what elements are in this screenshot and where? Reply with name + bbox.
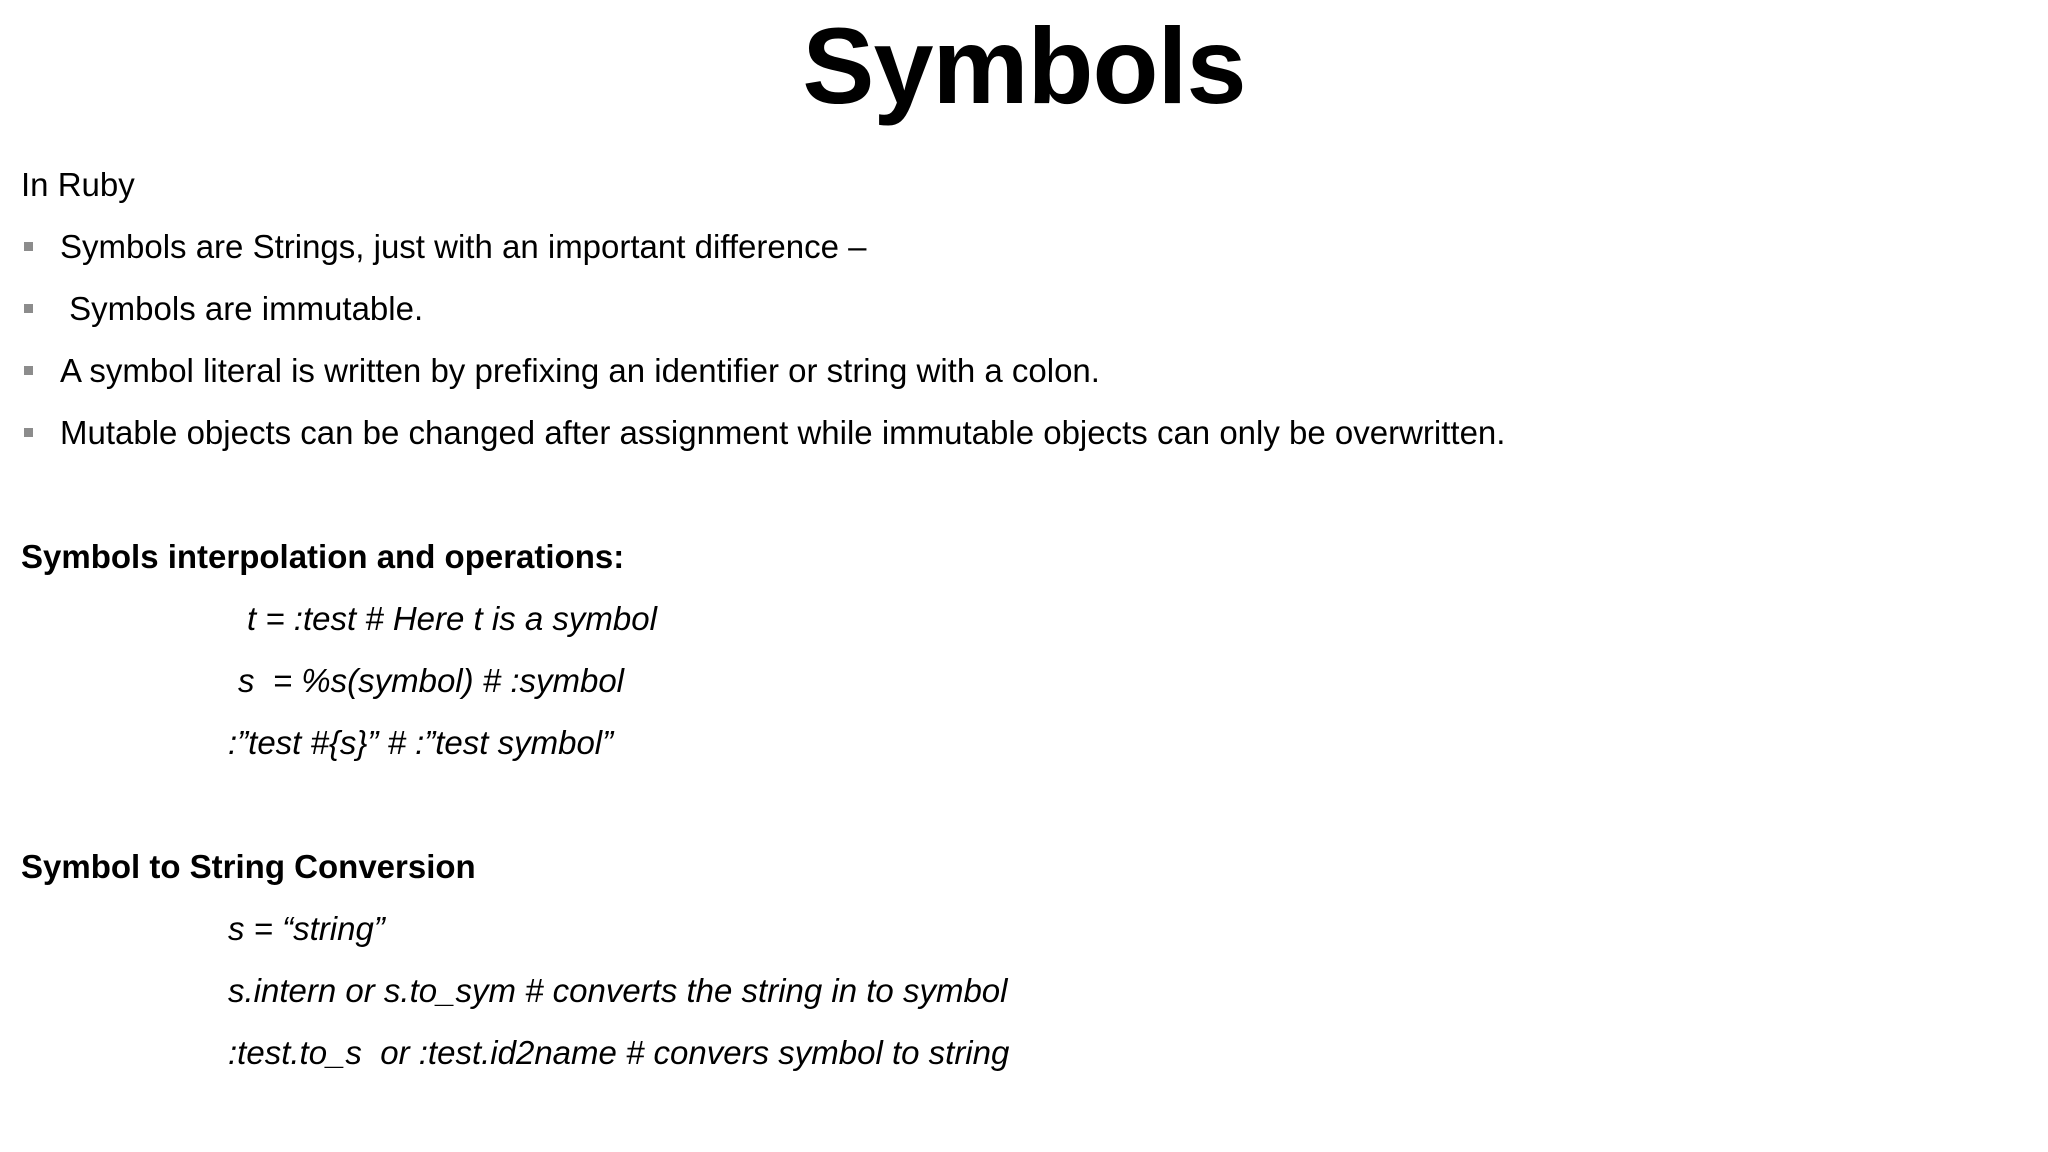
section-heading-conversion: Symbol to String Conversion (21, 848, 476, 885)
code-line: s.intern or s.to_sym # converts the string in to symbol (228, 972, 1008, 1009)
bullet-item (21, 227, 1021, 267)
bullet-text: Symbols are Strings, just with an important difference – (60, 228, 867, 265)
bullet-text: Symbols are immutable. (60, 290, 424, 327)
square-bullet-icon (24, 428, 33, 437)
code-line: t = :test # Here t is a symbol (247, 600, 657, 637)
code-line: :test.to_s or :test.id2name # convers symbol to string (228, 1034, 1010, 1071)
square-bullet-icon (24, 242, 33, 251)
section-heading-interpolation: Symbols interpolation and operations: (21, 538, 625, 575)
bullet-item (21, 289, 1021, 329)
code-line: s = %s(symbol) # :symbol (238, 662, 625, 699)
bullet-text: Mutable objects can be changed after assignment while immutable objects can only be overwritten. (60, 414, 1506, 451)
code-line: :”test #{s}” # :”test symbol” (228, 724, 614, 761)
slide-title: Symbols (802, 5, 1246, 126)
bullet-item (21, 413, 1921, 453)
code-line: s = “string” (228, 910, 385, 947)
bullet-text: A symbol literal is written by prefixing an identifier or string with a colon. (60, 352, 1100, 389)
square-bullet-icon (24, 366, 33, 375)
bullet-item (21, 351, 1421, 391)
intro-text: In Ruby (21, 166, 135, 203)
square-bullet-icon (24, 304, 33, 313)
